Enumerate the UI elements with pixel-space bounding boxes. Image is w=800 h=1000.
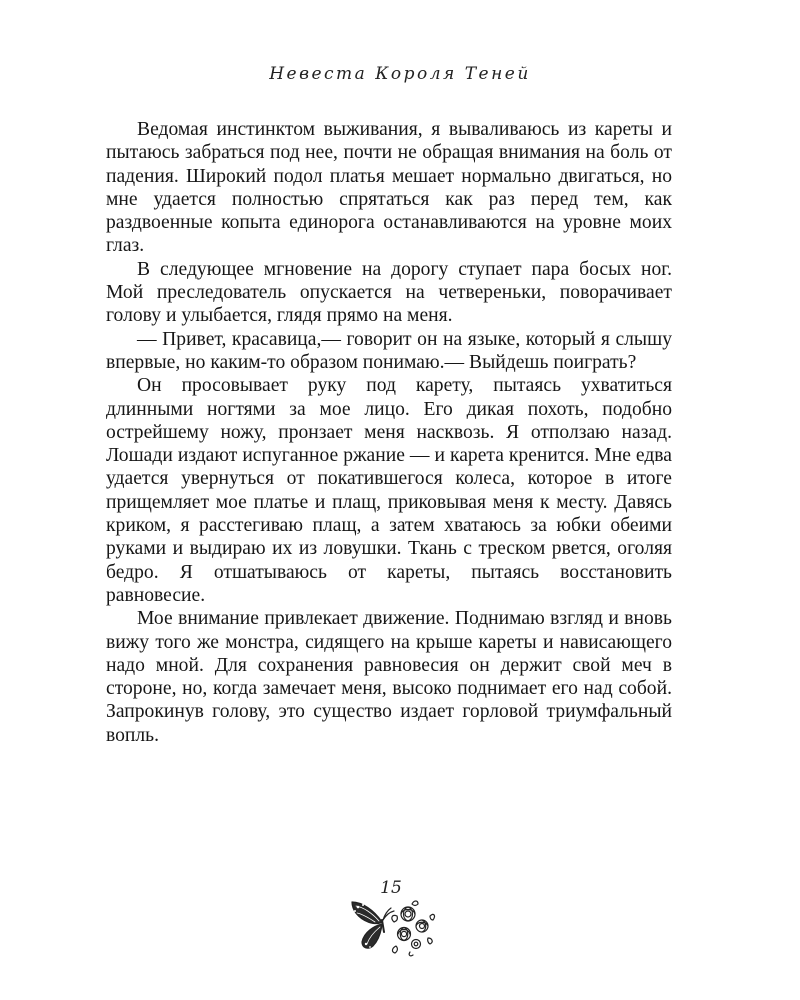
paragraph: Мое внимание привлекает движение. Поднимаю взгляд и вновь вижу того же монстра, сидящего на крыше кареты и нависающего надо мной. Для сохранения равновесия он держит свой меч в стороне, но, когда замечает меня, высоко поднимает его над собой. Запрокинув голову, это существо издает горловой триумфальный вопль. bbox=[106, 608, 672, 746]
butterfly-flowers-icon bbox=[348, 896, 438, 958]
paragraph: Ведомая инстинктом выживания, я вываливаюсь из кареты и пытаюсь забраться под нее, почти не обращая внимания на боль от падения. Широкий подол платья мешает нормально двигаться, но мне удается полностью спрятаться как раз перед тем, как раздвоенные копыта единорога останавливаются на уровне моих глаз. bbox=[106, 119, 672, 257]
paragraph: — Привет, красавица,— говорит он на языке, который я слышу впервые, но каким-то образом понимаю.— Выйдешь поиграть? bbox=[106, 328, 672, 373]
page-body bbox=[106, 118, 672, 747]
paragraph: В следующее мгновение на дорогу ступает пара босых ног. Мой преследователь опускается на четвереньки, поворачивает голову и улыбается, глядя прямо на меня. bbox=[106, 258, 672, 327]
running-header: Невеста Короля Теней bbox=[269, 64, 531, 84]
page-number: 15 bbox=[380, 878, 402, 898]
paragraph: Он просовывает руку под карету, пытаясь ухватиться длинными ногтями за мое лицо. Его дикая похоть, подобно острейшему ножу, пронзает меня насквозь. Я отползаю назад. Лошади издают испуганное ржание — и карета кренится. Мне едва удается увернуться от покатившегося колеса, которое в итоге прищемляет мое платье и плащ, приковывая меня к месту. Давясь криком, я расстегиваю плащ, а затем хватаюсь за юбки обеими руками и выдираю их из ловушки. Ткань с треском рвется, оголяя бедро. Я отшатываюсь от кареты, пытаясь восстановить равновесие. bbox=[106, 375, 672, 606]
